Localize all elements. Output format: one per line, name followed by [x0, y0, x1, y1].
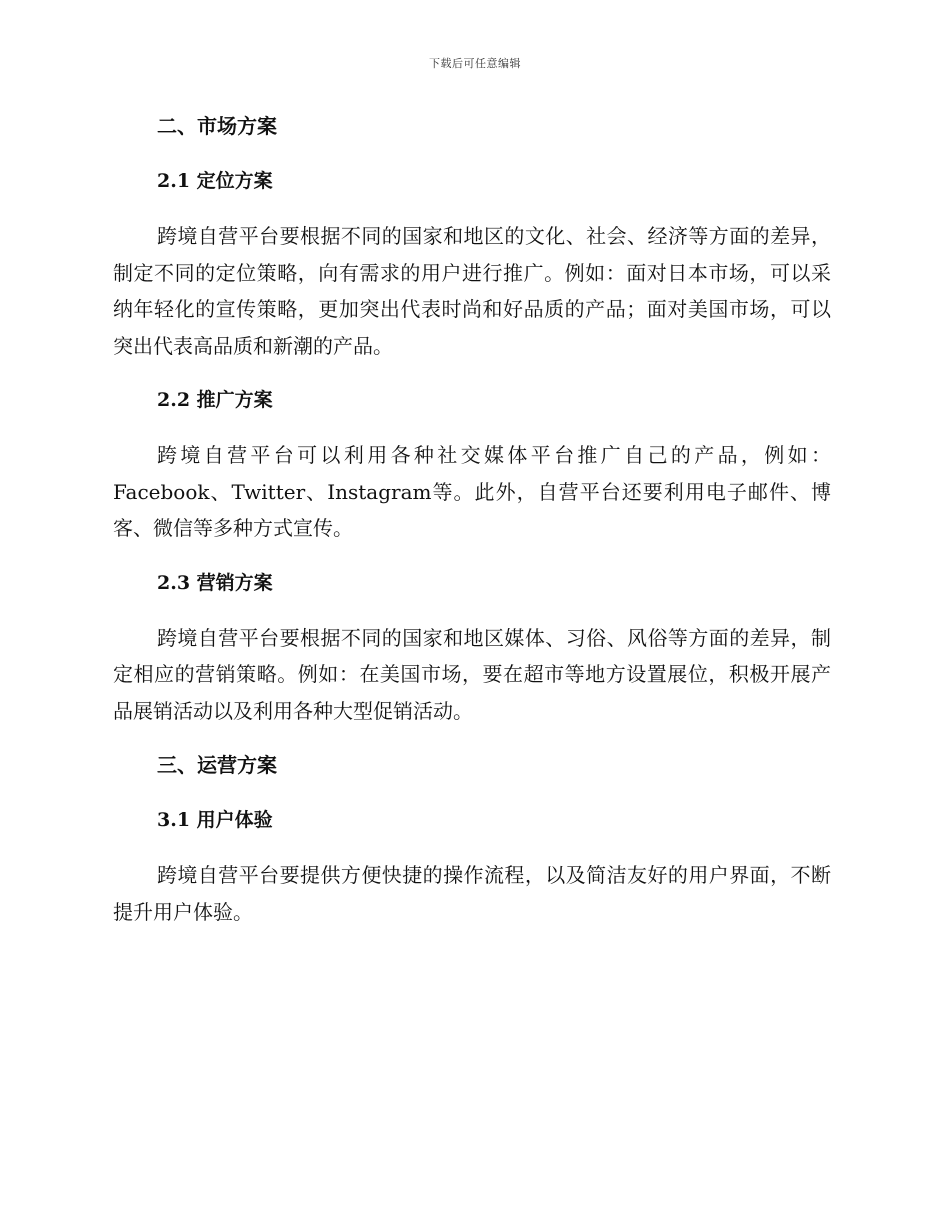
paragraph-user-experience: 跨境自营平台要提供方便快捷的操作流程，以及简洁友好的用户界面，不断提升用户体验。	[113, 863, 831, 924]
subheading-positioning: 2.1 定位方案	[157, 170, 273, 192]
subheading-user-experience: 3.1 用户体验	[157, 809, 273, 831]
paragraph-marketing: 跨境自营平台要根据不同的国家和地区媒体、习俗、风俗等方面的差异，制定相应的营销策略。例如：在美国市场，要在超市等地方设置展位，积极开展产品展销活动以及利用各种大型促销活动。	[113, 625, 831, 723]
section-heading-operations: 三、运营方案	[157, 753, 277, 777]
section-heading-market: 二、市场方案	[157, 114, 277, 138]
subheading-marketing: 2.3 营销方案	[157, 571, 273, 594]
header-note: 下载后可任意编辑	[429, 57, 521, 70]
paragraph-promotion: 跨境自营平台可以利用各种社交媒体平台推广自己的产品，例如：Facebook、Twitter、Instagram等。此外，自营平台还要利用电子邮件、博客、微信等多种方式宣传。	[113, 443, 831, 540]
paragraph-positioning: 跨境自营平台要根据不同的国家和地区的文化、社会、经济等方面的差异，制定不同的定位策略，向有需求的用户进行推广。例如：面对日本市场，可以采纳年轻化的宣传策略，更加突出代表时尚和好品质的产品；面对美国市场，可以突出代表高品质和新潮的产品。	[113, 224, 831, 358]
subheading-promotion: 2.2 推广方案	[157, 389, 273, 411]
document-body	[113, 108, 831, 930]
